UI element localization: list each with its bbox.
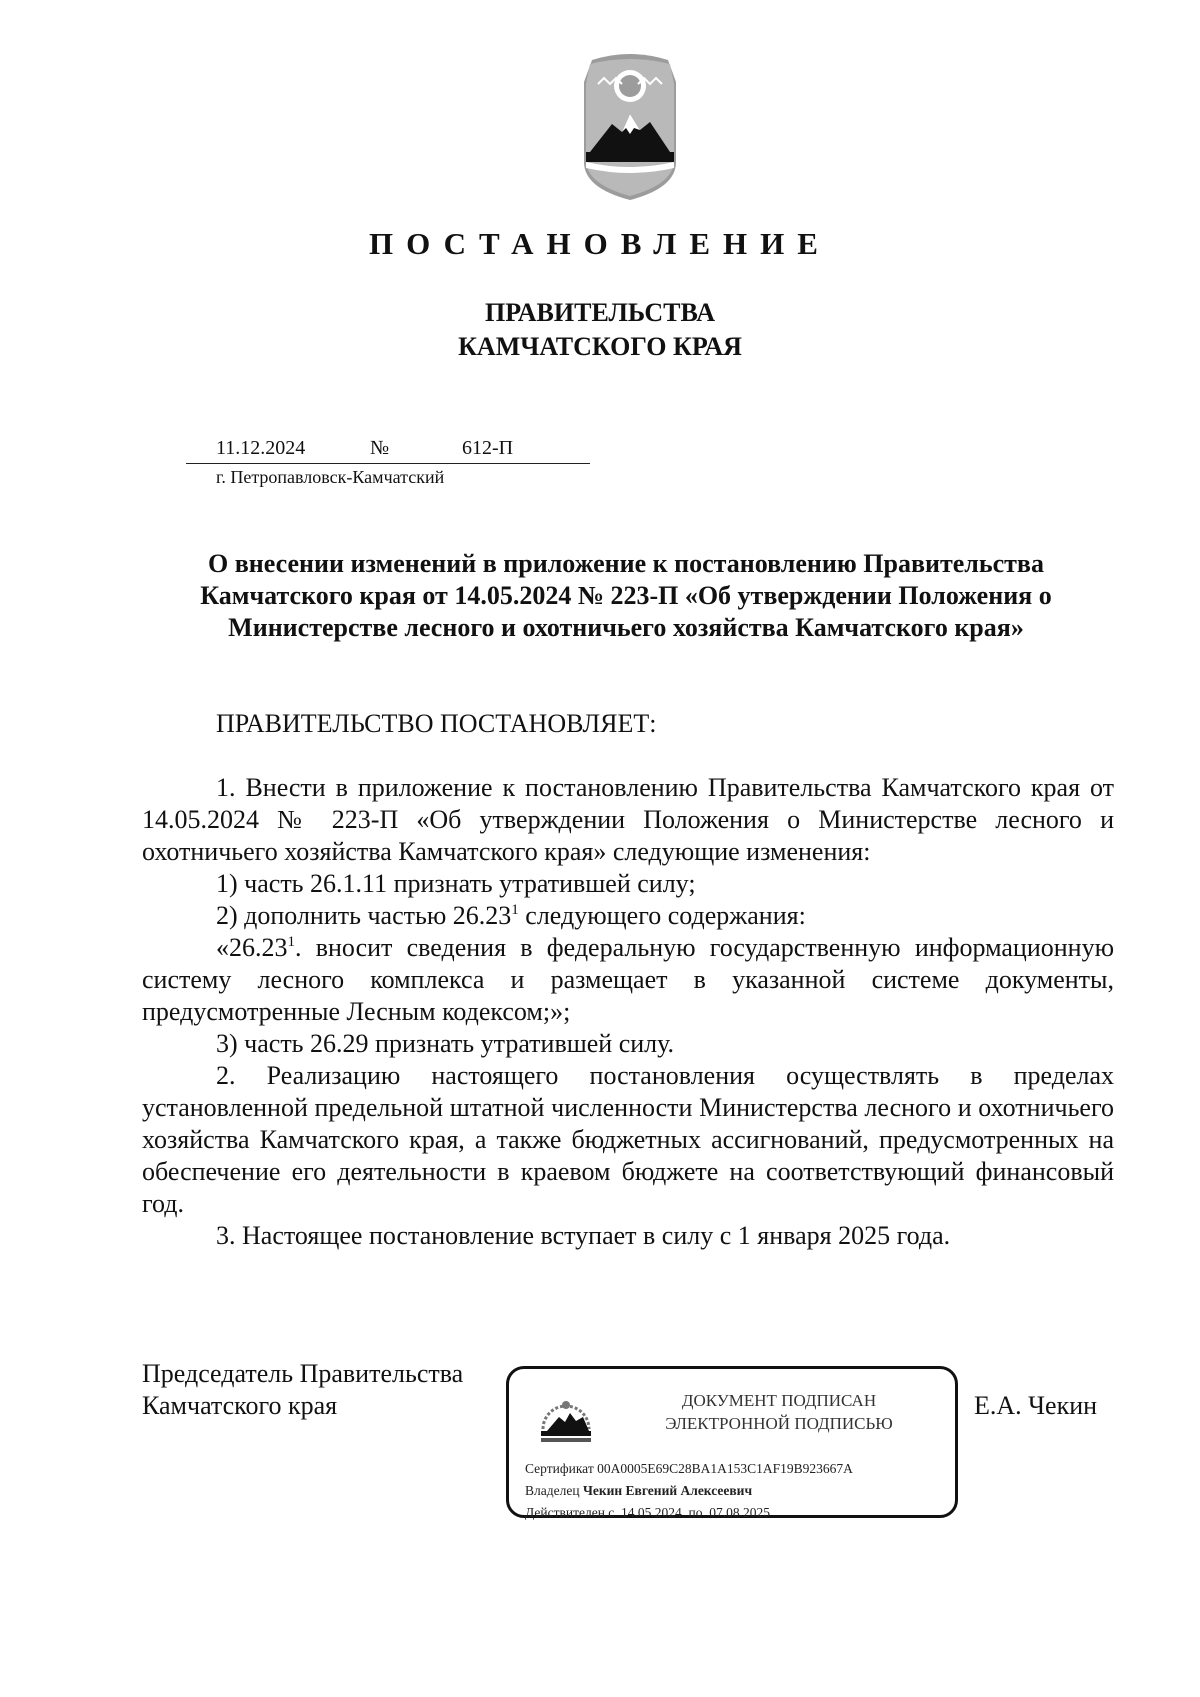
item-2-superscript: 1: [511, 902, 519, 918]
paragraph-1-item-3: 3) часть 26.29 признать утратившей силу.: [216, 1029, 675, 1058]
valid-from-label: Действителен с: [525, 1505, 615, 1520]
validity-line: [525, 1505, 770, 1521]
certificate-line: [525, 1461, 853, 1477]
stamp-title-line-1: ДОКУМЕНТ ПОДПИСАН: [681, 1391, 877, 1410]
clause-superscript: 1: [287, 934, 295, 950]
paragraph-1: 1. Внести в приложение к постановлению Правительства Камчатского края от 14.05.2024 № 223-П «Об утверждении Положения о Министерстве лесного и охотничьего хозяйства Камчатского края» следующие изменения:: [142, 773, 1114, 866]
document-body: [142, 772, 1114, 1252]
owner-line: [525, 1483, 752, 1499]
org-line-2: КАМЧАТСКОГО КРАЯ: [458, 332, 742, 361]
paragraph-3: 3. Настоящее постановление вступает в силу с 1 января 2025 года.: [216, 1221, 951, 1250]
org-line-1: ПРАВИТЕЛЬСТВА: [485, 298, 715, 327]
emblem-icon: [537, 1389, 595, 1447]
document-number: 612-П: [462, 437, 514, 459]
stamp-title: [609, 1389, 949, 1435]
inserted-clause: [142, 932, 1114, 1028]
item-2-text: 2) дополнить частью 26.23: [216, 901, 512, 930]
paragraph-2: 2. Реализацию настоящего постановления осуществлять в пределах установленной предельной штатной численности Министерства лесного и охотничьего хозяйства Камчатского края, а также бюджетных ассигнований, предусмотренных на обеспечение его деятельности в краевом бюджете на соответствующий финансовый год.: [142, 1061, 1114, 1218]
valid-from-date: 14.05.2024: [621, 1505, 682, 1520]
clause-text-end: . вносит сведения в федеральную государственную информационную систему лесного комплекса и размещает в указанной системе документы, предусмотренные Лесным кодексом;»;: [142, 933, 1114, 1026]
paragraph-1-item-2: [142, 900, 1114, 932]
subject-line-1: О внесении изменений в приложение к постановлению Правительства: [208, 549, 1044, 578]
signatory-name: Е.А. Чекин: [974, 1391, 1098, 1420]
paragraph-1-item-1: 1) часть 26.1.11 признать утратившей силу;: [216, 869, 696, 898]
subject-line-2: Камчатского края от 14.05.2024 № 223-П «Об утверждении Положения о: [200, 581, 1052, 610]
electronic-signature-stamp: [506, 1366, 958, 1518]
signatory-position: [142, 1358, 463, 1422]
position-line-1: Председатель Правительства: [142, 1359, 464, 1388]
position-line-2: Камчатского края: [142, 1391, 338, 1420]
coat-of-arms-icon: [570, 50, 690, 202]
clause-text: «26.23: [216, 933, 288, 962]
owner-label: Владелец: [525, 1483, 580, 1498]
document-date: 11.12.2024: [216, 437, 306, 459]
certificate-value: 00A0005E69C28BA1A153C1AF19B923667A: [597, 1461, 853, 1476]
document-subject: [140, 548, 1112, 644]
registration-line: [186, 433, 590, 464]
item-2-text-end: следующего содержания:: [518, 901, 806, 930]
document-type-title: ПОСТАНОВЛЕНИЕ: [369, 226, 831, 261]
resolution-heading: ПРАВИТЕЛЬСТВО ПОСТАНОВЛЯЕТ:: [216, 709, 657, 738]
owner-name: Чекин Евгений Алексеевич: [582, 1483, 753, 1498]
valid-to-label: по: [688, 1505, 703, 1520]
issuing-organization: [0, 296, 1200, 364]
number-sign: №: [370, 437, 390, 459]
valid-to-date: 07.08.2025: [709, 1505, 771, 1520]
subject-line-3: Министерстве лесного и охотничьего хозяйства Камчатского края»: [228, 613, 1024, 642]
city-name: г. Петропавловск-Камчатский: [216, 467, 445, 487]
certificate-label: Сертификат: [525, 1461, 594, 1476]
stamp-title-line-2: ЭЛЕКТРОННОЙ ПОДПИСЬЮ: [665, 1414, 893, 1433]
